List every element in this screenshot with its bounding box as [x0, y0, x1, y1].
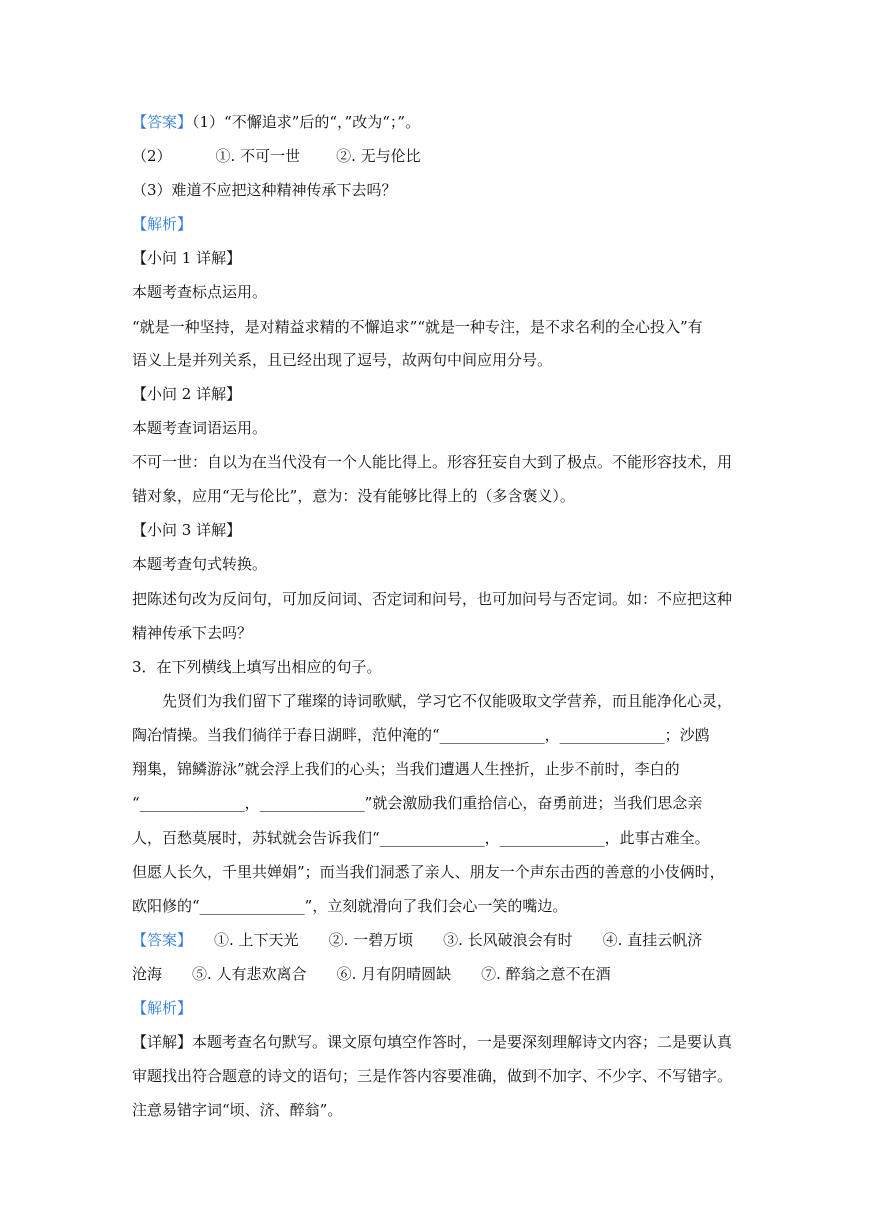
sub2-line-2: 不可一世：自以为在当代没有一个人能比得上。形容狂妄自大到了极点。不能形容技术，用: [132, 453, 733, 471]
q3-answer-line-1: [132, 930, 702, 950]
q3-passage-line-5: 人，百愁莫展时，苏轼就会告诉我们“______________，______________，此事古难全。: [132, 829, 710, 847]
answer-part-2-number: （2）: [132, 147, 172, 165]
sub3-title: 【小问 3 详解】: [132, 521, 242, 539]
q3-answer-7: ⑦. 醉翁之意不在酒: [481, 965, 611, 983]
q3-passage-line-7: 欧阳修的“______________”，立刻就滑向了我们会心一笑的嘴边。: [132, 897, 568, 915]
sub1-line-3: 语义上是并列关系，且已经出现了逗号，故两句中间应用分号。: [132, 351, 553, 369]
q3-passage-line-2: 陶冶情操。当我们徜徉于春日湖畔，范仲淹的“______________，______________；沙鸥: [132, 726, 710, 744]
q2-answer-line-1: [132, 112, 420, 132]
q2-answer-line-2: [132, 146, 421, 166]
answer-part-1: （1）“不懈追求”后的“，”改为“；”。: [192, 113, 421, 131]
q3-detail-line-3: 注意易错字词“顷、济、醉翁”。: [132, 1101, 343, 1119]
q3-answer-5: ⑤. 人有悲欢离合: [192, 965, 307, 983]
q3-answer-3: ③. 长风破浪会有时: [443, 931, 573, 949]
answer-part-2-option-b: ②. 无与伦比: [336, 147, 421, 165]
sub1-line-2: “就是一种坚持，是对精益求精的不懈追求”“就是一种专注，是不求名利的全心投入”有: [132, 318, 703, 336]
sub2-line-1: 本题考查词语运用。: [132, 419, 268, 437]
q3-answer-1: ①. 上下天光: [214, 931, 299, 949]
sub1-title: 【小问 1 详解】: [132, 249, 242, 267]
q3-stem: 3．在下列横线上填写出相应的句子。: [132, 658, 382, 676]
analysis-label: 【解析】: [132, 215, 193, 233]
sub2-line-3: 错对象，应用“无与伦比”，意为：没有能够比得上的（多含褒义）。: [132, 487, 575, 505]
sub3-line-1: 本题考查句式转换。: [132, 555, 268, 573]
q3-passage-line-3: 翔集，锦鳞游泳”就会浮上我们的心头；当我们遭遇人生挫折，止步不前时，李白的: [132, 760, 680, 778]
q3-detail-line-1: 【详解】本题考查名句默写。课文原句填空作答时，一是要深刻理解诗文内容；二是要认真: [132, 1033, 733, 1051]
sub3-line-2: 把陈述句改为反问句，可加反问词、否定词和问号，也可加问号与否定词。如：不应把这种: [132, 590, 733, 608]
q3-analysis-label: 【解析】: [132, 999, 193, 1017]
q3-answer-line-2: [132, 964, 611, 984]
sub3-line-3: 精神传承下去吗？: [132, 624, 253, 642]
q3-answer-label: 【答案】: [132, 931, 193, 949]
q3-answer-6: ⑥. 月有阴晴圆缺: [336, 965, 452, 983]
sub2-title: 【小问 2 详解】: [132, 385, 242, 403]
q3-detail-line-2: 审题找出符合题意的诗文的语句；三是作答内容要准确，做到不加字、不少字、不写错字。: [132, 1067, 733, 1085]
answer-label: 【答案】: [132, 113, 193, 131]
q3-answer-2: ②. 一碧万顷: [328, 931, 414, 949]
q3-passage-line-1: 先贤们为我们留下了璀璨的诗词歌赋，学习它不仅能吸取文学营养，而且能净化心灵，: [162, 692, 733, 710]
q3-answer-4-continued: 沧海: [132, 965, 163, 983]
answer-part-3: （3）难道不应把这种精神传承下去吗？: [132, 181, 397, 199]
sub1-line-1: 本题考查标点运用。: [132, 283, 268, 301]
q3-passage-line-6: 但愿人长久，千里共婵娟”；而当我们洞悉了亲人、朋友一个声东击西的善意的小伎俩时，: [132, 863, 725, 881]
q3-answer-4: ④. 直挂云帆济: [602, 931, 703, 949]
q3-passage-line-4: “______________，______________”就会激励我们重拾信心，奋勇前进；当我们思念亲: [132, 794, 703, 812]
answer-part-2-option-a: ①. 不可一世: [215, 147, 301, 165]
